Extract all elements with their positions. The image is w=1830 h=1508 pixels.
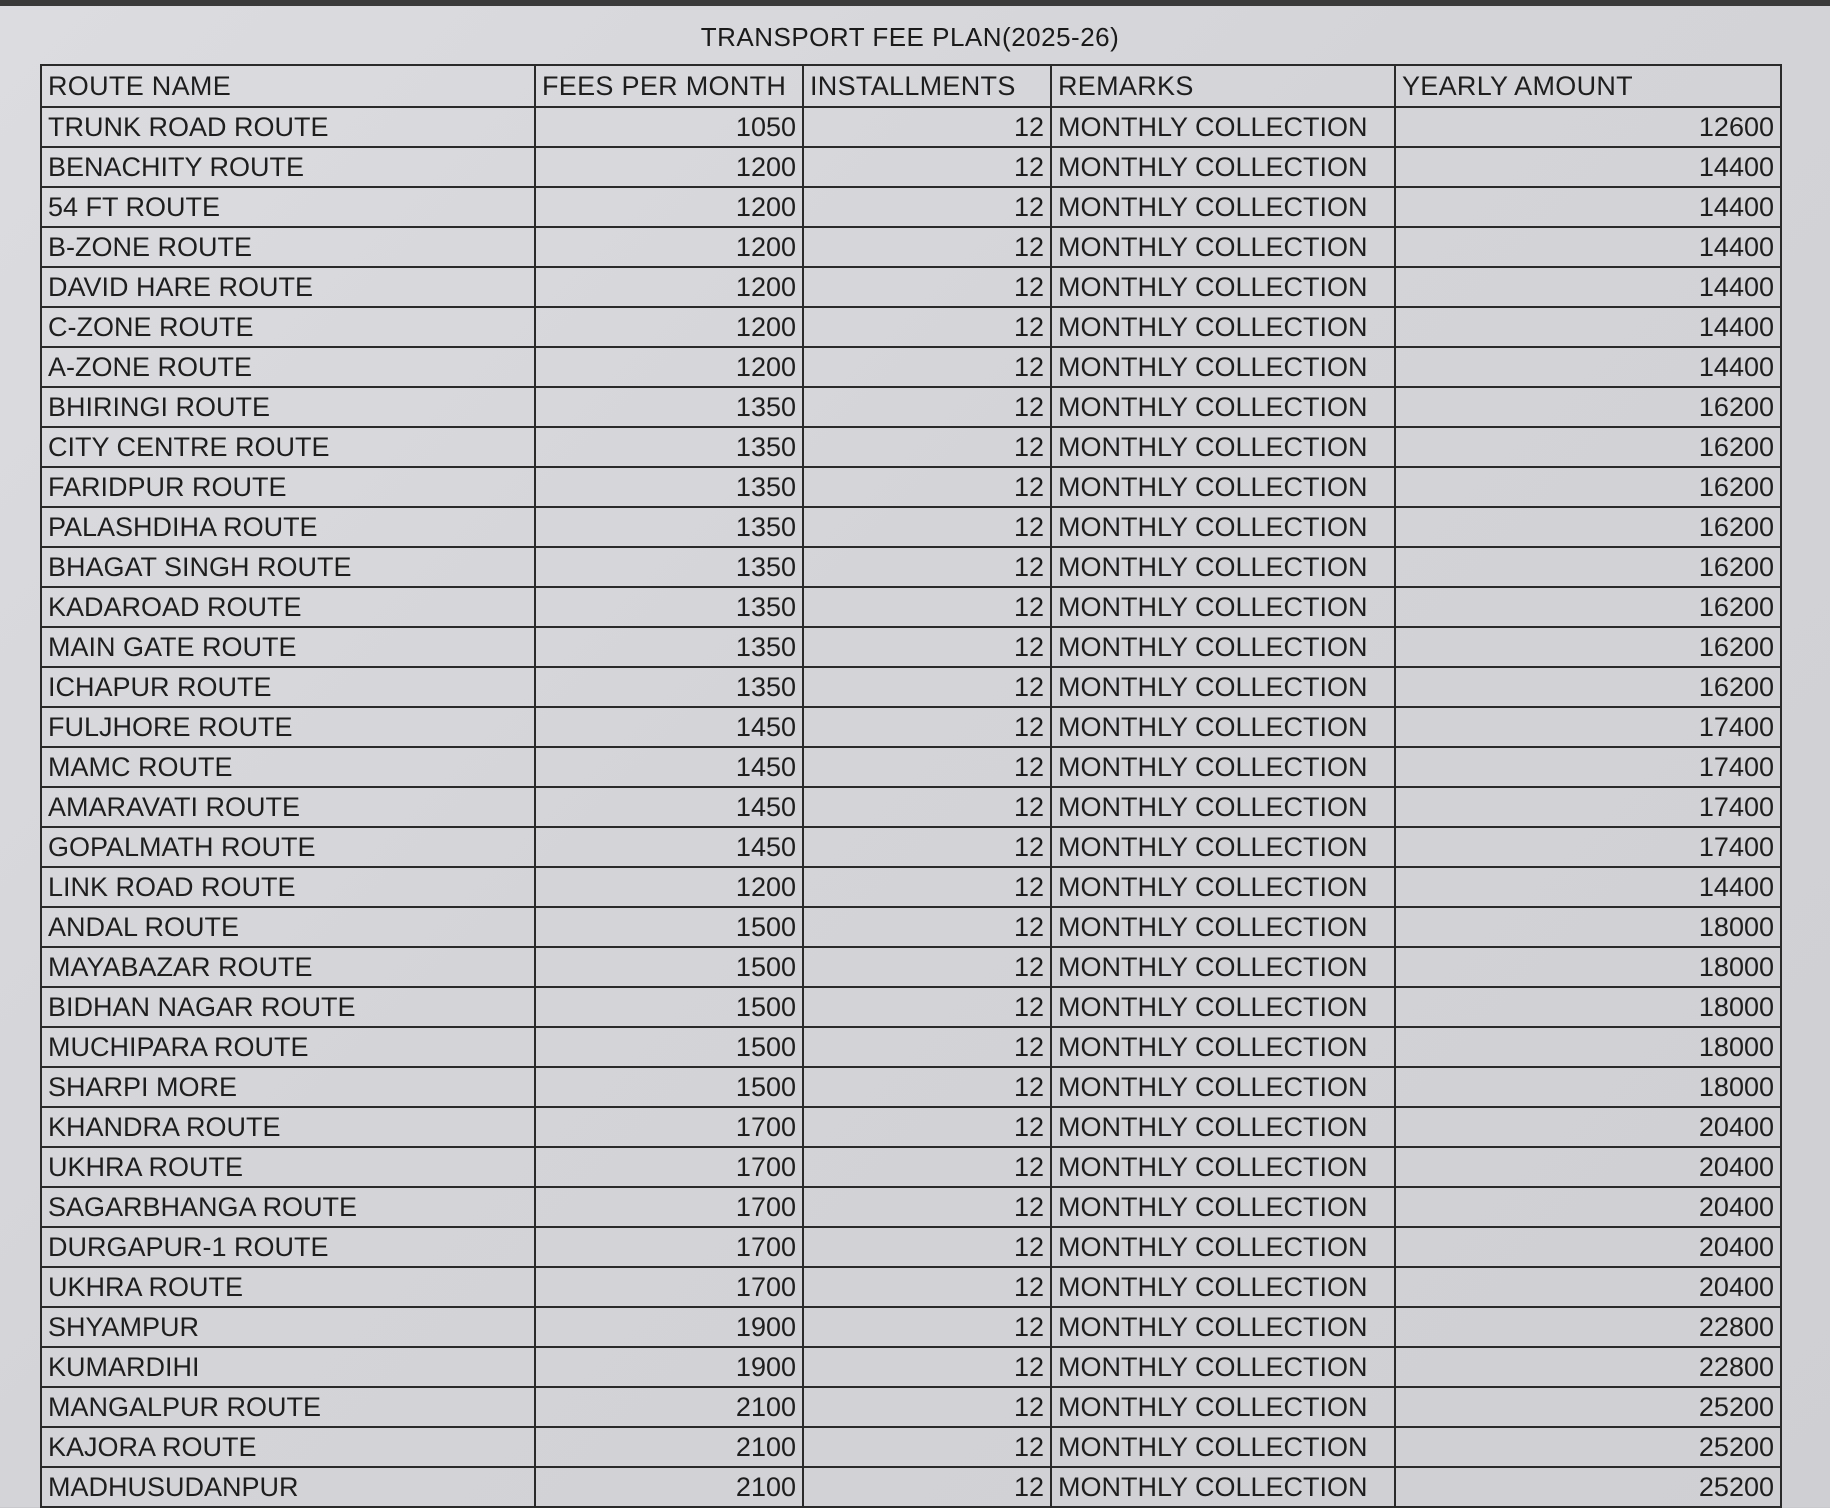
remark-cell: MONTHLY COLLECTION (1051, 387, 1395, 427)
installments-cell: 12 (803, 347, 1051, 387)
table-row (41, 1347, 1781, 1387)
remark-cell: MONTHLY COLLECTION (1051, 467, 1395, 507)
route-name-cell: KUMARDIHI (41, 1347, 535, 1387)
remark-cell: MONTHLY COLLECTION (1051, 1387, 1395, 1427)
table-row (41, 147, 1781, 187)
yearly-amount-cell: 16200 (1395, 467, 1781, 507)
remark-cell: MONTHLY COLLECTION (1051, 1107, 1395, 1147)
fee-cell: 1700 (535, 1227, 803, 1267)
route-name-cell: BHIRINGI ROUTE (41, 387, 535, 427)
table-row (41, 267, 1781, 307)
table-row (41, 1267, 1781, 1307)
installments-cell: 12 (803, 1147, 1051, 1187)
fee-cell: 1050 (535, 107, 803, 147)
installments-cell: 12 (803, 507, 1051, 547)
fee-cell: 1350 (535, 467, 803, 507)
route-name-cell: BHAGAT SINGH ROUTE (41, 547, 535, 587)
header-yearly-amount: YEARLY AMOUNT (1395, 65, 1781, 107)
remark-cell: MONTHLY COLLECTION (1051, 907, 1395, 947)
fee-table (40, 64, 1782, 1508)
fee-cell: 1700 (535, 1267, 803, 1307)
remark-cell: MONTHLY COLLECTION (1051, 667, 1395, 707)
remark-cell: MONTHLY COLLECTION (1051, 787, 1395, 827)
fee-cell: 1350 (535, 387, 803, 427)
yearly-amount-cell: 16200 (1395, 627, 1781, 667)
remark-cell: MONTHLY COLLECTION (1051, 867, 1395, 907)
table-row (41, 1187, 1781, 1227)
installments-cell: 12 (803, 1187, 1051, 1227)
yearly-amount-cell: 20400 (1395, 1267, 1781, 1307)
fee-cell: 1200 (535, 307, 803, 347)
yearly-amount-cell: 16200 (1395, 387, 1781, 427)
yearly-amount-cell: 25200 (1395, 1427, 1781, 1467)
header-installments: INSTALLMENTS (803, 65, 1051, 107)
route-name-cell: FARIDPUR ROUTE (41, 467, 535, 507)
route-name-cell: TRUNK ROAD ROUTE (41, 107, 535, 147)
installments-cell: 12 (803, 467, 1051, 507)
route-name-cell: A-ZONE ROUTE (41, 347, 535, 387)
yearly-amount-cell: 17400 (1395, 787, 1781, 827)
table-row (41, 987, 1781, 1027)
table-row (41, 867, 1781, 907)
route-name-cell: UKHRA ROUTE (41, 1267, 535, 1307)
route-name-cell: KHANDRA ROUTE (41, 1107, 535, 1147)
table-row (41, 1147, 1781, 1187)
table-row (41, 707, 1781, 747)
table-row (41, 1307, 1781, 1347)
table-row (41, 1067, 1781, 1107)
yearly-amount-cell: 22800 (1395, 1307, 1781, 1347)
remark-cell: MONTHLY COLLECTION (1051, 707, 1395, 747)
route-name-cell: B-ZONE ROUTE (41, 227, 535, 267)
fee-cell: 2100 (535, 1467, 803, 1507)
yearly-amount-cell: 14400 (1395, 227, 1781, 267)
table-row (41, 227, 1781, 267)
table-row (41, 1107, 1781, 1147)
route-name-cell: MAMC ROUTE (41, 747, 535, 787)
header-route-name: ROUTE NAME (41, 65, 535, 107)
installments-cell: 12 (803, 1387, 1051, 1427)
installments-cell: 12 (803, 987, 1051, 1027)
installments-cell: 12 (803, 827, 1051, 867)
fee-cell: 1700 (535, 1147, 803, 1187)
fee-cell: 2100 (535, 1427, 803, 1467)
route-name-cell: MANGALPUR ROUTE (41, 1387, 535, 1427)
remark-cell: MONTHLY COLLECTION (1051, 827, 1395, 867)
table-row (41, 1387, 1781, 1427)
table-row (41, 467, 1781, 507)
route-name-cell: AMARAVATI ROUTE (41, 787, 535, 827)
yearly-amount-cell: 20400 (1395, 1227, 1781, 1267)
installments-cell: 12 (803, 267, 1051, 307)
yearly-amount-cell: 17400 (1395, 707, 1781, 747)
yearly-amount-cell: 20400 (1395, 1187, 1781, 1227)
remark-cell: MONTHLY COLLECTION (1051, 627, 1395, 667)
table-row (41, 1027, 1781, 1067)
installments-cell: 12 (803, 1347, 1051, 1387)
table-row (41, 787, 1781, 827)
route-name-cell: FULJHORE ROUTE (41, 707, 535, 747)
route-name-cell: DURGAPUR-1 ROUTE (41, 1227, 535, 1267)
installments-cell: 12 (803, 147, 1051, 187)
route-name-cell: ANDAL ROUTE (41, 907, 535, 947)
yearly-amount-cell: 16200 (1395, 427, 1781, 467)
remark-cell: MONTHLY COLLECTION (1051, 1347, 1395, 1387)
route-name-cell: BENACHITY ROUTE (41, 147, 535, 187)
route-name-cell: SAGARBHANGA ROUTE (41, 1187, 535, 1227)
route-name-cell: KADAROAD ROUTE (41, 587, 535, 627)
installments-cell: 12 (803, 547, 1051, 587)
table-row (41, 907, 1781, 947)
route-name-cell: ICHAPUR ROUTE (41, 667, 535, 707)
yearly-amount-cell: 16200 (1395, 667, 1781, 707)
remark-cell: MONTHLY COLLECTION (1051, 987, 1395, 1027)
yearly-amount-cell: 18000 (1395, 947, 1781, 987)
route-name-cell: UKHRA ROUTE (41, 1147, 535, 1187)
table-row (41, 307, 1781, 347)
route-name-cell: C-ZONE ROUTE (41, 307, 535, 347)
fee-cell: 1350 (535, 547, 803, 587)
fee-cell: 1200 (535, 227, 803, 267)
installments-cell: 12 (803, 867, 1051, 907)
remark-cell: MONTHLY COLLECTION (1051, 1467, 1395, 1507)
table-row (41, 387, 1781, 427)
fee-cell: 1200 (535, 867, 803, 907)
route-name-cell: GOPALMATH ROUTE (41, 827, 535, 867)
remark-cell: MONTHLY COLLECTION (1051, 547, 1395, 587)
yearly-amount-cell: 18000 (1395, 987, 1781, 1027)
remark-cell: MONTHLY COLLECTION (1051, 227, 1395, 267)
header-row (41, 65, 1781, 107)
installments-cell: 12 (803, 427, 1051, 467)
installments-cell: 12 (803, 747, 1051, 787)
remark-cell: MONTHLY COLLECTION (1051, 427, 1395, 467)
table-row (41, 1467, 1781, 1507)
installments-cell: 12 (803, 307, 1051, 347)
yearly-amount-cell: 18000 (1395, 1027, 1781, 1067)
installments-cell: 12 (803, 1067, 1051, 1107)
table-row (41, 1427, 1781, 1467)
yearly-amount-cell: 20400 (1395, 1147, 1781, 1187)
installments-cell: 12 (803, 667, 1051, 707)
fee-cell: 1200 (535, 267, 803, 307)
remark-cell: MONTHLY COLLECTION (1051, 107, 1395, 147)
table-row (41, 1227, 1781, 1267)
fee-cell: 1350 (535, 667, 803, 707)
yearly-amount-cell: 16200 (1395, 547, 1781, 587)
fee-cell: 1350 (535, 587, 803, 627)
route-name-cell: SHYAMPUR (41, 1307, 535, 1347)
installments-cell: 12 (803, 1307, 1051, 1347)
top-edge-shadow (0, 0, 1830, 6)
installments-cell: 12 (803, 1027, 1051, 1067)
installments-cell: 12 (803, 1227, 1051, 1267)
installments-cell: 12 (803, 227, 1051, 267)
installments-cell: 12 (803, 187, 1051, 227)
route-name-cell: BIDHAN NAGAR ROUTE (41, 987, 535, 1027)
remark-cell: MONTHLY COLLECTION (1051, 1187, 1395, 1227)
route-name-cell: MUCHIPARA ROUTE (41, 1027, 535, 1067)
fee-cell: 1900 (535, 1307, 803, 1347)
remark-cell: MONTHLY COLLECTION (1051, 267, 1395, 307)
installments-cell: 12 (803, 1267, 1051, 1307)
remark-cell: MONTHLY COLLECTION (1051, 347, 1395, 387)
route-name-cell: CITY CENTRE ROUTE (41, 427, 535, 467)
yearly-amount-cell: 14400 (1395, 307, 1781, 347)
table-row (41, 107, 1781, 147)
table-row (41, 547, 1781, 587)
route-name-cell: MAIN GATE ROUTE (41, 627, 535, 667)
table-row (41, 347, 1781, 387)
yearly-amount-cell: 14400 (1395, 267, 1781, 307)
route-name-cell: 54 FT ROUTE (41, 187, 535, 227)
yearly-amount-cell: 17400 (1395, 747, 1781, 787)
yearly-amount-cell: 14400 (1395, 867, 1781, 907)
yearly-amount-cell: 14400 (1395, 147, 1781, 187)
table-row (41, 587, 1781, 627)
remark-cell: MONTHLY COLLECTION (1051, 1227, 1395, 1267)
fee-cell: 1350 (535, 627, 803, 667)
fee-cell: 1450 (535, 707, 803, 747)
yearly-amount-cell: 14400 (1395, 187, 1781, 227)
fee-cell: 1200 (535, 187, 803, 227)
fee-cell: 1450 (535, 827, 803, 867)
installments-cell: 12 (803, 1427, 1051, 1467)
remark-cell: MONTHLY COLLECTION (1051, 1307, 1395, 1347)
fee-cell: 1350 (535, 507, 803, 547)
fee-cell: 1450 (535, 787, 803, 827)
installments-cell: 12 (803, 387, 1051, 427)
yearly-amount-cell: 16200 (1395, 587, 1781, 627)
fee-cell: 2100 (535, 1387, 803, 1427)
header-remarks: REMARKS (1051, 65, 1395, 107)
remark-cell: MONTHLY COLLECTION (1051, 1027, 1395, 1067)
yearly-amount-cell: 17400 (1395, 827, 1781, 867)
remark-cell: MONTHLY COLLECTION (1051, 587, 1395, 627)
remark-cell: MONTHLY COLLECTION (1051, 1427, 1395, 1467)
route-name-cell: PALASHDIHA ROUTE (41, 507, 535, 547)
remark-cell: MONTHLY COLLECTION (1051, 147, 1395, 187)
installments-cell: 12 (803, 1467, 1051, 1507)
table-row (41, 747, 1781, 787)
fee-cell: 1200 (535, 347, 803, 387)
yearly-amount-cell: 12600 (1395, 107, 1781, 147)
route-name-cell: KAJORA ROUTE (41, 1427, 535, 1467)
fee-cell: 1500 (535, 987, 803, 1027)
table-row (41, 507, 1781, 547)
fee-cell: 1700 (535, 1187, 803, 1227)
installments-cell: 12 (803, 627, 1051, 667)
table-row (41, 827, 1781, 867)
installments-cell: 12 (803, 587, 1051, 627)
installments-cell: 12 (803, 787, 1051, 827)
remark-cell: MONTHLY COLLECTION (1051, 307, 1395, 347)
route-name-cell: SHARPI MORE (41, 1067, 535, 1107)
yearly-amount-cell: 18000 (1395, 1067, 1781, 1107)
fee-cell: 1500 (535, 1027, 803, 1067)
installments-cell: 12 (803, 1107, 1051, 1147)
table-body (41, 107, 1781, 1507)
fee-cell: 1700 (535, 1107, 803, 1147)
installments-cell: 12 (803, 107, 1051, 147)
fee-cell: 1500 (535, 947, 803, 987)
table-row (41, 187, 1781, 227)
yearly-amount-cell: 22800 (1395, 1347, 1781, 1387)
installments-cell: 12 (803, 907, 1051, 947)
fee-cell: 1500 (535, 1067, 803, 1107)
route-name-cell: LINK ROAD ROUTE (41, 867, 535, 907)
fee-cell: 1200 (535, 147, 803, 187)
installments-cell: 12 (803, 947, 1051, 987)
document-title: TRANSPORT FEE PLAN(2025-26) (700, 22, 1120, 52)
remark-cell: MONTHLY COLLECTION (1051, 1067, 1395, 1107)
remark-cell: MONTHLY COLLECTION (1051, 507, 1395, 547)
route-name-cell: MADHUSUDANPUR (41, 1467, 535, 1507)
route-name-cell: MAYABAZAR ROUTE (41, 947, 535, 987)
remark-cell: MONTHLY COLLECTION (1051, 187, 1395, 227)
remark-cell: MONTHLY COLLECTION (1051, 1267, 1395, 1307)
yearly-amount-cell: 18000 (1395, 907, 1781, 947)
fee-cell: 1900 (535, 1347, 803, 1387)
table-row (41, 427, 1781, 467)
fee-cell: 1500 (535, 907, 803, 947)
yearly-amount-cell: 25200 (1395, 1387, 1781, 1427)
fee-cell: 1450 (535, 747, 803, 787)
remark-cell: MONTHLY COLLECTION (1051, 1147, 1395, 1187)
yearly-amount-cell: 25200 (1395, 1467, 1781, 1507)
route-name-cell: DAVID HARE ROUTE (41, 267, 535, 307)
yearly-amount-cell: 14400 (1395, 347, 1781, 387)
fee-cell: 1350 (535, 427, 803, 467)
remark-cell: MONTHLY COLLECTION (1051, 947, 1395, 987)
yearly-amount-cell: 20400 (1395, 1107, 1781, 1147)
yearly-amount-cell: 16200 (1395, 507, 1781, 547)
table-row (41, 667, 1781, 707)
table-row (41, 947, 1781, 987)
installments-cell: 12 (803, 707, 1051, 747)
remark-cell: MONTHLY COLLECTION (1051, 747, 1395, 787)
table-row (41, 627, 1781, 667)
header-fees-per-month: FEES PER MONTH (535, 65, 803, 107)
